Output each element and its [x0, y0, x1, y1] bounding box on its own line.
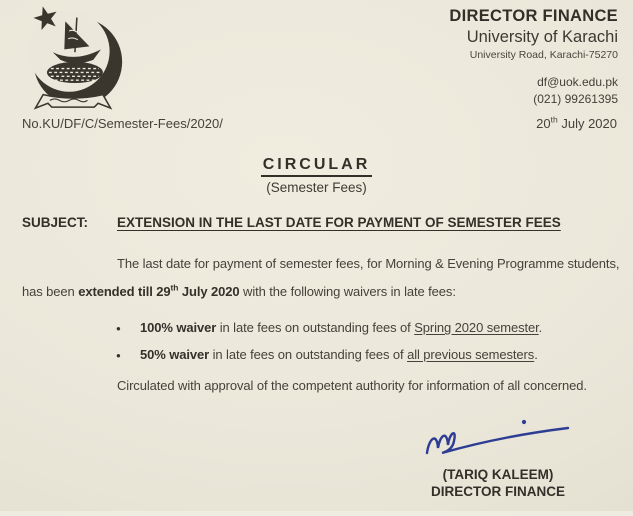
signatory-name: (TARIQ KALEEM)	[442, 467, 554, 482]
body-line-2: has been extended till 29th July 2020 with the following waivers in late fees:	[22, 282, 456, 299]
circular-heading: CIRCULAR	[261, 156, 373, 177]
date-ordinal: th	[550, 114, 558, 125]
letterhead-contact	[449, 74, 618, 108]
letterhead	[449, 7, 618, 108]
letterhead-email: df@uok.edu.pk	[537, 75, 618, 89]
university-crest-icon	[20, 2, 126, 114]
subject-text: EXTENSION IN THE LAST DATE FOR PAYMENT OF SEMESTER FEES	[117, 215, 561, 230]
signatory-title: DIRECTOR FINANCE	[430, 484, 565, 499]
waiver-list	[22, 314, 630, 368]
list-item: ● 50% waiver in late fees on outstanding fees of all previous semesters.	[140, 341, 630, 368]
letterhead-university: University of Karachi	[466, 28, 618, 46]
signature-ink-icon	[418, 417, 578, 465]
letterhead-phone: (021) 99261395	[533, 91, 618, 106]
subject-label: SUBJECT:	[22, 215, 89, 230]
body-line-1: The last date for payment of semester fees, for Morning & Evening Programme students,	[117, 256, 620, 271]
circular-subheading: (Semester Fees)	[266, 180, 367, 195]
reference-row	[22, 116, 617, 131]
letter-date: 20th July 2020	[536, 114, 617, 131]
closing-line: Circulated with approval of the competent authority for information of all concerned.	[117, 378, 587, 393]
letter-body	[22, 250, 630, 400]
signature-block	[400, 417, 596, 500]
extended-date-bold: extended till 29th July 2020	[78, 282, 240, 299]
list-item: ● 100% waiver in late fees on outstanding fees of Spring 2020 semester.	[140, 314, 630, 341]
letterhead-address: University Road, Karachi-75270	[469, 49, 618, 61]
reference-number: No.KU/DF/C/Semester-Fees/2020/	[22, 116, 223, 131]
title-block	[0, 156, 633, 195]
subject-row	[22, 215, 561, 230]
letterhead-office: DIRECTOR FINANCE	[449, 7, 618, 25]
